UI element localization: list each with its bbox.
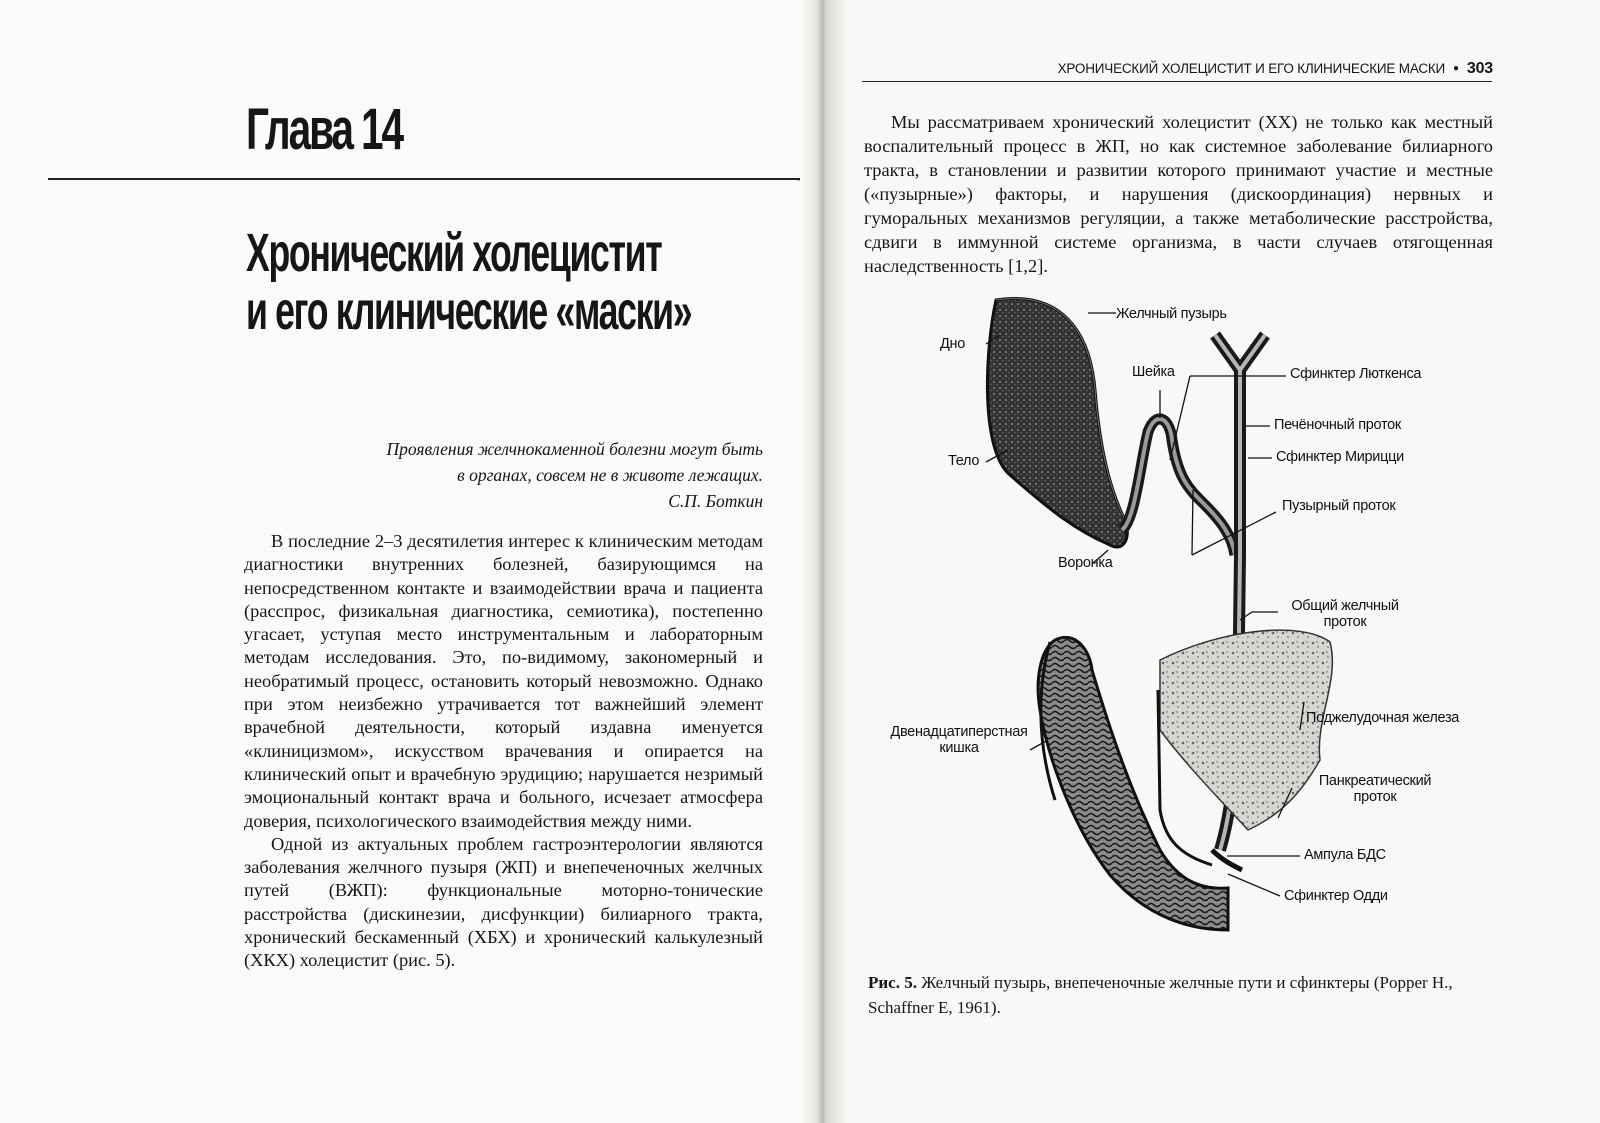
label-gallbladder: Желчный пузырь <box>1116 306 1227 322</box>
label-common-bile-duct: Общий желчный проток <box>1291 598 1399 630</box>
label-fundus: Дно <box>940 336 965 352</box>
chapter-divider <box>48 178 808 180</box>
label-pancreatic-duct: Панкреатический проток <box>1318 773 1432 805</box>
label-neck: Шейка <box>1132 364 1175 380</box>
bullet-icon: ● <box>1453 63 1459 74</box>
label-infundibulum: Воронка <box>1058 555 1113 571</box>
left-body-text <box>244 530 763 973</box>
epigraph <box>300 436 763 514</box>
book-gutter <box>800 0 846 1123</box>
figure-caption <box>868 970 1498 1020</box>
caption-prefix: Рис. 5. <box>868 973 917 992</box>
epigraph-line-2: в органах, совсем не в животе лежащих. <box>457 465 763 485</box>
label-oddi-sphincter: Сфинктер Одди <box>1284 888 1388 904</box>
paragraph-2: Одной из актуальных проблем гастроэнтерологии являются заболевания желчного пузыря (ЖП) и внепеченочных желчных путей (ВЖП): функциональные моторно-тонические расстройства (дискинезии, дисфункции) билиарного тракта, хронический бескаменный (ХБХ) и хронический калькулезный (ХКХ) холецистит (рис. 5). <box>244 833 763 971</box>
paragraph-3: Мы рассматриваем хронический холецистит (ХХ) не только как местный воспалительный процесс в ЖП, но как системное заболевание билиарного тракта, в становлении и развитии которого принимают участие и местные («пузырные») факторы, и нарушения (дискоординация) нервных и гуморальных механизмов регуляции, а также метаболические расстройства, сдвиги в иммунной системе организма, в части случаев отягощенная наследственность [1,2]. <box>864 112 1493 276</box>
running-head <box>860 60 1493 78</box>
label-mirizzi-sphincter: Сфинктер Мирицци <box>1276 449 1404 465</box>
running-head-title: ХРОНИЧЕСКИЙ ХОЛЕЦИСТИТ И ЕГО КЛИНИЧЕСКИЕ МАСКИ <box>1057 61 1446 76</box>
paragraph-1: В последние 2–3 десятилетия интерес к клиническим методам диагностики внутренних болезней, базирующимся на непосредственном контакте и взаимодействии врача и пациента (расспрос, физикальная диагностика, семиотика), постепенно угасает, уступая место инструментальным и лабораторным методам исследования. Это, по-видимому, закономерный и необратимый процесс, остановить который невозможно. Однако при этом неизбежно утрачивается тот важнейший элемент врачебной деятельности, который издавна именуется «клиницизмом», искусством врачевания и опирается на клинический опыт и врачебную эрудицию; нарушается незримый эмоциональный контакт врача и больного, исчезает атмосфера доверия, психологического взаимодействия между ними. <box>244 531 763 831</box>
chapter-title <box>246 224 691 340</box>
epigraph-author: С.П. Боткин <box>668 491 763 511</box>
label-pancreas: Поджелудочная железа <box>1306 710 1460 726</box>
pancreas-shape <box>1160 630 1332 830</box>
page-number: 303 <box>1466 60 1493 77</box>
chapter-number: Глава 14 <box>246 97 403 162</box>
caption-text: Желчный пузырь, внепеченочные желчные пути и сфинктеры (Popper H., Schaffner E, 1961). <box>868 973 1453 1017</box>
label-body: Тело <box>948 453 980 469</box>
label-ampulla: Ампула БДС <box>1304 847 1386 863</box>
label-lutkens-sphincter: Сфинктер Люткенса <box>1290 366 1422 382</box>
label-hepatic-duct: Печёночный проток <box>1274 417 1401 433</box>
gallbladder-shape <box>987 298 1127 547</box>
epigraph-line-1: Проявления желчнокаменной болезни могут быть <box>386 439 763 459</box>
chapter-title-line-1: Хронический холецистит <box>246 223 662 283</box>
right-body-text <box>864 110 1493 278</box>
running-head-rule <box>862 81 1492 82</box>
anatomy-figure <box>860 290 1500 960</box>
label-duodenum: Двенадцатиперстная кишка <box>890 724 1028 756</box>
chapter-title-line-2: и его клинические «маски» <box>246 281 692 341</box>
label-cystic-duct: Пузырный проток <box>1282 498 1396 514</box>
